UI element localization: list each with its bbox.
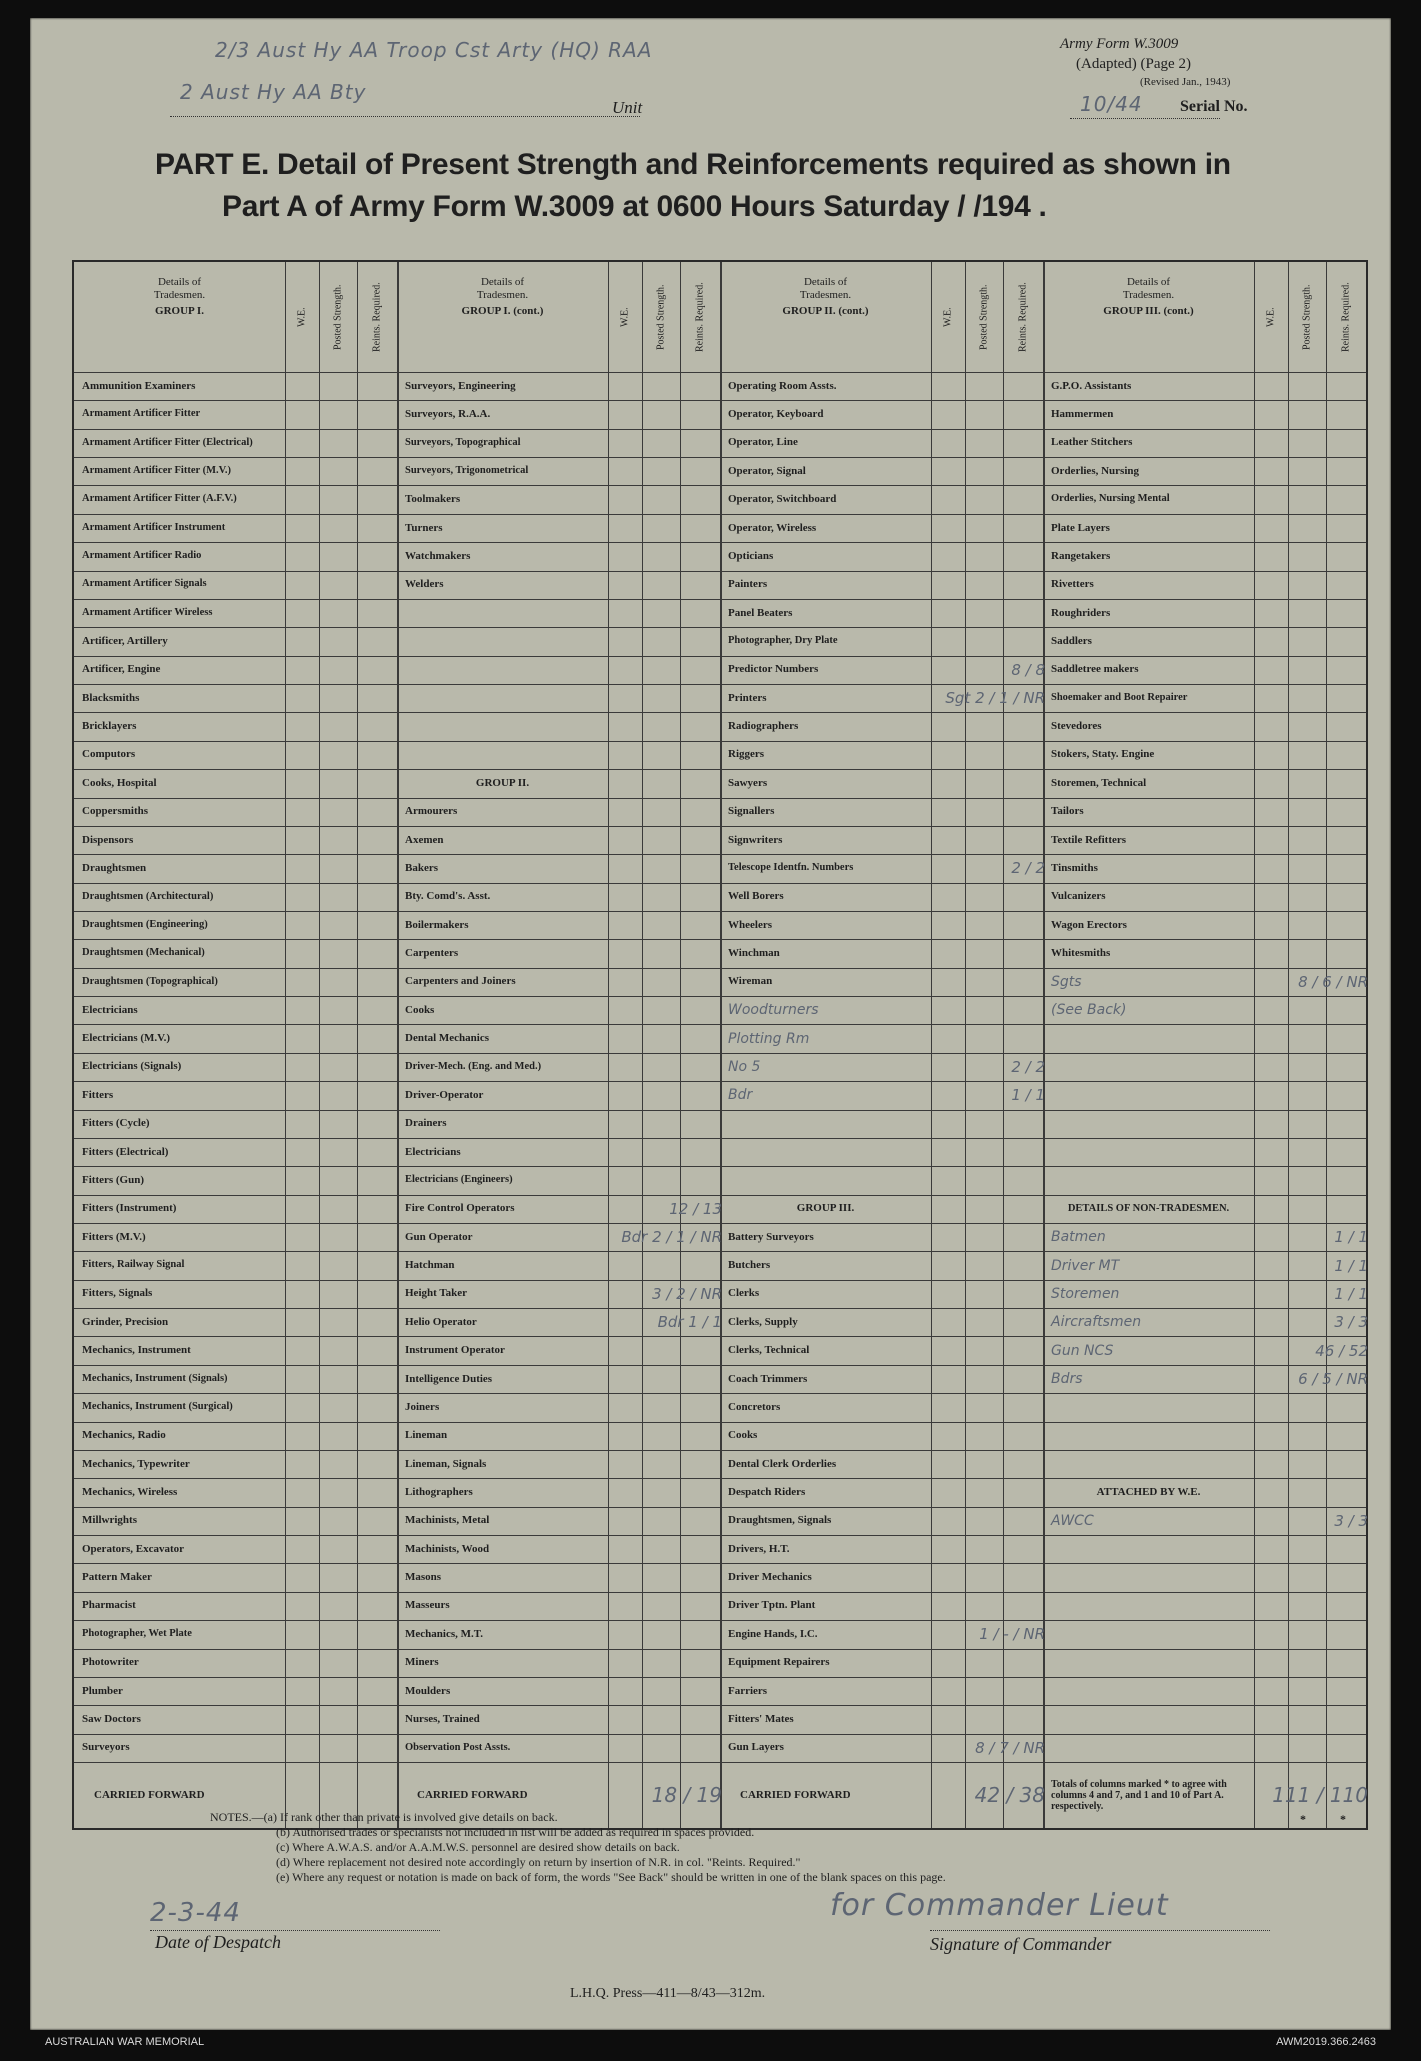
trade-label: Armament Artificer Instrument (82, 521, 226, 533)
unit-label: Unit (612, 98, 643, 117)
note-a: NOTES.—(a) If rank other than private is involved give details on back. (210, 1810, 558, 1824)
handwritten-entry: 2 / 2 (1011, 859, 1045, 878)
group-heading: ATTACHED BY W.E. (1096, 1485, 1201, 1498)
table-column-rule (931, 262, 932, 1828)
trade-label: Drivers, H.T. (728, 1542, 790, 1555)
column-heading (401, 276, 604, 318)
trade-label: Pattern Maker (82, 1571, 152, 1584)
trade-label: Masons (405, 1571, 442, 1584)
trade-label: Driver Tptn. Plant (728, 1599, 816, 1612)
trade-label: Welders (405, 578, 444, 591)
trade-label: Hammermen (1051, 408, 1114, 421)
notes (210, 1810, 1310, 1885)
column-heading-line: Tradesmen. (153, 289, 206, 301)
trade-label: Blacksmiths (82, 691, 140, 704)
subcolumn-heading: W.E. (296, 307, 308, 327)
subcolumn-heading: Reints. Required. (1340, 282, 1352, 352)
trade-label: Shoemaker and Boot Repairer (1051, 691, 1188, 703)
trade-label: Mechanics, Instrument (Surgical) (82, 1401, 233, 1413)
trade-label: Dental Mechanics (405, 1032, 490, 1045)
trade-label: Artificer, Artillery (82, 634, 168, 647)
signature-label: Signature of Commander (930, 1934, 1112, 1954)
despatch-date-handwriting: 2-3-44 (150, 1898, 241, 1928)
trade-label: Leather Stitchers (1051, 436, 1133, 449)
trade-label: Armourers (405, 805, 458, 818)
trade-label: Computors (82, 748, 136, 761)
handwritten-entry: 1 / 1 (1334, 1228, 1368, 1247)
trade-label: Tailors (1051, 805, 1084, 818)
trade-label: Lineman (405, 1429, 448, 1442)
table-column-rule (1254, 262, 1255, 1828)
trade-label: Operator, Line (728, 436, 798, 449)
subcolumn-heading: W.E. (1265, 307, 1277, 327)
trade-label: Operators, Excavator (82, 1542, 185, 1555)
trade-label: Draughtsmen, Signals (728, 1514, 832, 1527)
handwritten-entry: Sgt 2 / 1 / NR (945, 689, 1045, 708)
trade-label: Height Taker (405, 1287, 468, 1300)
trade-label: Photographer, Dry Plate (728, 635, 838, 647)
trade-label: Armament Artificer Fitter (82, 408, 201, 420)
serial-dotted-line (1070, 118, 1220, 119)
trade-label: Miners (405, 1656, 439, 1669)
serial-label: Serial No. (1180, 98, 1248, 115)
trade-label: Drainers (405, 1117, 447, 1130)
trade-label: Armament Artificer Fitter (M.V.) (82, 465, 231, 477)
trade-label: Saddlers (1051, 634, 1092, 647)
trade-label: Toolmakers (405, 493, 461, 506)
column-heading-group: GROUP III. (cont.) (1103, 305, 1194, 317)
trade-label: Draughtsmen (Architectural) (82, 890, 214, 902)
trade-label: Plumber (82, 1684, 123, 1697)
table-column-rule (642, 262, 643, 1828)
trade-label: Sgts (1051, 973, 1082, 990)
trade-label: Driver Mechanics (728, 1571, 812, 1584)
column-heading-line: Tradesmen. (1122, 289, 1175, 301)
table-column-rule (965, 262, 966, 1828)
trade-label: Joiners (405, 1400, 440, 1413)
trade-label: Painters (728, 578, 768, 591)
handwritten-entry: 3 / 3 (1334, 1313, 1368, 1332)
trade-label: Roughriders (1051, 606, 1111, 619)
trade-label: Printers (728, 691, 767, 704)
table-column-rule (285, 262, 286, 1828)
unit-handwriting-line2: 2 Aust Hy AA Bty (180, 80, 367, 104)
trade-label: Plotting Rm (728, 1030, 810, 1047)
trade-label: Armament Artificer Wireless (82, 606, 213, 618)
trade-label: Signwriters (728, 833, 783, 846)
trade-label: Panel Beaters (728, 606, 793, 619)
trade-label: Operator, Keyboard (728, 408, 824, 421)
trade-label: Carpenters and Joiners (405, 975, 516, 988)
trade-label: Fitters (Instrument) (82, 1202, 177, 1215)
trade-label: Signallers (728, 805, 775, 818)
handwritten-entry: 3 / 2 / NR (652, 1284, 722, 1303)
handwritten-entry: 12 / 13 (669, 1199, 722, 1218)
trade-label: Electricians (M.V.) (82, 1032, 171, 1045)
trade-label: Instrument Operator (405, 1344, 505, 1357)
subcolumn-heading: W.E. (942, 307, 954, 327)
trade-label: Helio Operator (405, 1315, 477, 1328)
trade-label: Turners (405, 521, 443, 534)
trade-label: Farriers (728, 1684, 768, 1697)
group-heading: GROUP III. (796, 1202, 855, 1215)
column-heading-line: Tradesmen. (799, 289, 852, 301)
trade-label: Watchmakers (405, 549, 471, 562)
trade-label: Mechanics, Typewriter (82, 1457, 190, 1470)
note-d: (d) Where replacement not desired note accordingly on return by insertion of N.R. in col. "Reints. Required." (276, 1855, 801, 1869)
table-column-rule (1003, 262, 1004, 1828)
trade-label: Fitters (Cycle) (82, 1117, 150, 1130)
trade-label: Driver-Operator (405, 1088, 484, 1101)
trade-label: Electricians (Engineers) (405, 1174, 513, 1186)
subcolumn-heading: Posted Strength. (1301, 284, 1313, 350)
subcolumn-heading: Reints. Required. (694, 282, 706, 352)
note-e: (e) Where any request or notation is made on back of form, the words "See Back" should be written in one of the blank spaces on this page. (276, 1870, 946, 1884)
trade-label: Fitters' Mates (728, 1712, 794, 1725)
trade-label: Observation Post Assts. (405, 1741, 511, 1753)
subcolumn-heading: W.E. (619, 307, 631, 327)
total-marker: * (1340, 1812, 1346, 1826)
trade-label: Bricklayers (82, 720, 137, 733)
trade-label: Fitters (82, 1088, 114, 1101)
carried-forward-label: CARRIED FORWARD (417, 1788, 528, 1801)
column-heading-line: Details of (803, 276, 848, 288)
trade-label: Fire Control Operators (405, 1202, 515, 1215)
column-heading-line: Details of (1126, 276, 1171, 288)
trade-label: Surveyors, Topographical (405, 436, 521, 448)
trade-label: Plate Layers (1051, 521, 1110, 534)
trade-label: Cooks, Hospital (82, 776, 157, 789)
page-title-line1: PART E. Detail of Present Strength and Reinforcements required as shown in (155, 148, 1231, 181)
table-column-rule (1326, 262, 1327, 1828)
trade-label: Lithographers (405, 1485, 473, 1498)
trade-label: Carpenters (405, 947, 459, 960)
table-column-rule (680, 262, 681, 1828)
carried-forward-label: Totals of columns marked * to agree with columns 4 and 7, and 1 and 10 of Part A. respectively. (1051, 1778, 1227, 1812)
trade-label: Artificer, Engine (82, 663, 161, 676)
trade-label: Machinists, Wood (405, 1542, 490, 1555)
note-c: (c) Where A.W.A.S. and/or A.A.M.W.S. personnel are desired show details on back. (276, 1840, 680, 1854)
column-heading (78, 276, 281, 318)
handwritten-entry: 111 / 110 (1272, 1783, 1368, 1807)
trade-label: Rangetakers (1051, 549, 1111, 562)
trade-label: Millwrights (82, 1514, 137, 1527)
table-column-rule (1288, 262, 1289, 1828)
trade-label: Riggers (728, 748, 765, 761)
unit-dotted-line (170, 116, 640, 118)
table-column-rule (319, 262, 320, 1828)
trade-label: (See Back) (1051, 1002, 1127, 1019)
trade-label: Woodturners (728, 1002, 819, 1019)
column-heading (724, 276, 927, 318)
handwritten-entry: 6 / 5 / NR (1298, 1370, 1368, 1389)
table-column-rule (357, 262, 358, 1828)
trade-label: Sawyers (728, 776, 768, 789)
trade-label: Predictor Numbers (728, 663, 819, 676)
table-column-rule (1043, 262, 1045, 1828)
trade-label: Telescope Identfn. Numbers (728, 862, 854, 874)
page-title-line2: Part A of Army Form W.3009 at 0600 Hours Saturday / /194 . (222, 190, 1047, 223)
trade-label: Concretors (728, 1400, 781, 1413)
subcolumn-heading: Reints. Required. (1017, 282, 1029, 352)
trade-label: Clerks, Technical (728, 1344, 810, 1357)
trade-label: Whitesmiths (1051, 947, 1111, 960)
handwritten-entry: 1 / 1 (1334, 1284, 1368, 1303)
trade-label: Operating Room Assts. (728, 379, 837, 392)
strength-table (72, 260, 1368, 1830)
trade-label: Gun NCS (1051, 1342, 1114, 1359)
trade-label: Operator, Switchboard (728, 493, 837, 506)
trade-label: Electricians (405, 1145, 461, 1158)
trade-label: Hatchman (405, 1259, 455, 1272)
archive-credit: AUSTRALIAN WAR MEMORIAL (45, 2036, 205, 2048)
handwritten-entry: 1 / - / NR (979, 1625, 1045, 1644)
trade-label: Mechanics, M.T. (405, 1627, 484, 1640)
trade-label: Surveyors, R.A.A. (405, 408, 491, 421)
column-heading-group: GROUP I. (155, 305, 204, 317)
trade-label: No 5 (728, 1058, 761, 1075)
trade-label: Driver-Mech. (Eng. and Med.) (405, 1060, 542, 1072)
trade-label: Draughtsmen (Mechanical) (82, 947, 205, 959)
trade-label: Pharmacist (82, 1599, 136, 1612)
handwritten-entry: 18 / 19 (651, 1783, 722, 1807)
trade-label: Electricians (Signals) (82, 1060, 182, 1073)
total-marker: * (1300, 1812, 1306, 1826)
trade-label: Despatch Riders (728, 1485, 806, 1498)
trade-label: Driver MT (1051, 1257, 1120, 1274)
handwritten-entry: 1 / 1 (1011, 1086, 1045, 1105)
trade-label: Fitters (M.V.) (82, 1230, 146, 1243)
form-sheet (30, 18, 1391, 2048)
trade-label: Clerks (728, 1287, 760, 1300)
trade-label: Draughtsmen (82, 861, 147, 874)
table-column-rule (720, 262, 722, 1828)
trade-label: Surveyors, Engineering (405, 379, 516, 392)
archive-id: AWM2019.366.2463 (1276, 2036, 1376, 2048)
table-column-rule (608, 262, 609, 1828)
trade-label: Bty. Comd's. Asst. (405, 890, 491, 903)
trade-label: Mechanics, Instrument (Signals) (82, 1372, 228, 1384)
handwritten-entry: Bdr 1 / 1 (657, 1313, 722, 1332)
trade-label: Machinists, Metal (405, 1514, 490, 1527)
trade-label: Wagon Erectors (1051, 918, 1127, 931)
trade-label: Tinsmiths (1051, 861, 1098, 874)
trade-label: Cooks (405, 1003, 435, 1016)
commander-signature: for Commander Lieut (830, 1888, 1169, 1923)
trade-label: Rivetters (1051, 578, 1094, 591)
trade-label: Cooks (728, 1429, 758, 1442)
trade-label: Textile Refitters (1051, 833, 1127, 846)
signature-line (930, 1930, 1270, 1931)
trade-label: Photowriter (82, 1656, 139, 1669)
trade-label: Orderlies, Nursing (1051, 464, 1139, 477)
trade-label: Lineman, Signals (405, 1457, 487, 1470)
trade-label: Stevedores (1051, 720, 1102, 733)
trade-label: Gun Operator (405, 1230, 473, 1243)
column-heading-line: Tradesmen. (476, 289, 529, 301)
despatch-label: Date of Despatch (155, 1932, 281, 1952)
trade-label: Fitters, Railway Signal (82, 1259, 185, 1271)
trade-label: Stokers, Staty. Engine (1051, 748, 1155, 761)
trade-label: AWCC (1051, 1512, 1094, 1529)
trade-label: Bakers (405, 861, 438, 874)
form-adapted: (Adapted) (Page 2) (1076, 56, 1191, 72)
trade-label: Coppersmiths (82, 805, 149, 818)
carried-forward-label: CARRIED FORWARD (94, 1788, 205, 1801)
form-revised: (Revised Jan., 1943) (1140, 76, 1231, 88)
trade-label: Gun Layers (728, 1741, 784, 1754)
trade-label: Fitters (Electrical) (82, 1145, 169, 1158)
trade-label: Bdr (728, 1087, 753, 1104)
trade-label: Aircraftsmen (1051, 1314, 1142, 1331)
handwritten-entry: 1 / 1 (1334, 1256, 1368, 1275)
trade-label: Operator, Signal (728, 464, 806, 477)
handwritten-entry: 2 / 2 (1011, 1057, 1045, 1076)
trade-label: Storemen, Technical (1051, 776, 1147, 789)
handwritten-entry: 42 / 38 (974, 1783, 1045, 1807)
unit-handwriting-line1: 2/3 Aust Hy AA Troop Cst Arty (HQ) RAA (215, 38, 653, 62)
trade-label: Engine Hands, I.C. (728, 1627, 818, 1640)
despatch-line (150, 1930, 440, 1931)
group-heading: DETAILS OF NON-TRADESMEN. (1067, 1202, 1230, 1214)
trade-label: Battery Surveyors (728, 1230, 814, 1243)
handwritten-entry: 8 / 7 / NR (975, 1738, 1045, 1757)
column-heading-line: Details of (480, 276, 525, 288)
trade-label: Draughtsmen (Engineering) (82, 918, 208, 930)
form-number: Army Form W.3009 (1060, 36, 1179, 52)
trade-label: Boilermakers (405, 918, 469, 931)
trade-label: Vulcanizers (1051, 890, 1106, 903)
trade-label: Fitters, Signals (82, 1287, 153, 1300)
trade-label: Equipment Repairers (728, 1656, 830, 1669)
trade-label: Saw Doctors (82, 1712, 141, 1725)
column-heading-group: GROUP II. (cont.) (782, 305, 869, 317)
table-column-rule (397, 262, 399, 1828)
trade-label: Nurses, Trained (405, 1712, 480, 1725)
trade-label: G.P.O. Assistants (1051, 379, 1132, 392)
trade-label: Saddletree makers (1051, 663, 1139, 676)
trade-label: Mechanics, Instrument (82, 1344, 191, 1357)
group-heading: GROUP II. (475, 776, 530, 789)
trade-label: Coach Trimmers (728, 1372, 808, 1385)
carried-forward-label: CARRIED FORWARD (740, 1788, 851, 1801)
trade-label: Operator, Wireless (728, 521, 817, 534)
handwritten-entry: 8 / 6 / NR (1298, 972, 1368, 991)
press-imprint: L.H.Q. Press—411—8/43—312m. (570, 1986, 766, 2001)
handwritten-entry: Bdr 2 / 1 / NR (621, 1228, 722, 1247)
trade-label: Opticians (728, 549, 774, 562)
column-heading-line: Details of (157, 276, 202, 288)
trade-label: Dental Clerk Orderlies (728, 1457, 837, 1470)
trade-label: Batmen (1051, 1229, 1106, 1246)
column-heading-group: GROUP I. (cont.) (461, 305, 544, 317)
trade-label: Well Borers (728, 890, 784, 903)
trade-label: Armament Artificer Signals (82, 578, 207, 590)
trade-label: Fitters (Gun) (82, 1173, 145, 1186)
trade-label: Surveyors, Trigonometrical (405, 465, 529, 477)
trade-label: Armament Artificer Fitter (Electrical) (82, 436, 253, 448)
trade-label: Butchers (728, 1259, 771, 1272)
trade-label: Armament Artificer Fitter (A.F.V.) (82, 493, 237, 505)
trade-label: Masseurs (405, 1599, 450, 1612)
trade-label: Intelligence Duties (405, 1372, 493, 1385)
trade-label: Wireman (728, 975, 773, 988)
trade-label: Axemen (405, 833, 444, 846)
column-heading (1047, 276, 1250, 318)
trade-label: Mechanics, Radio (82, 1429, 166, 1442)
trade-label: Moulders (405, 1684, 451, 1697)
trade-label: Grinder, Precision (82, 1315, 169, 1328)
trade-label: Surveyors (82, 1741, 130, 1754)
note-b: (b) Authorised trades or specialists not included in list will be added as required in spaces provided. (276, 1825, 755, 1839)
subcolumn-heading: Reints. Required. (371, 282, 383, 352)
trade-label: Storemen (1051, 1285, 1120, 1302)
trade-label: Orderlies, Nursing Mental (1051, 493, 1170, 505)
subcolumn-heading: Posted Strength. (332, 284, 344, 350)
trade-label: Dispensors (82, 833, 134, 846)
trade-label: Mechanics, Wireless (82, 1485, 178, 1498)
serial-handwriting: 10/44 (1080, 92, 1143, 116)
subcolumn-heading: Posted Strength. (978, 284, 990, 350)
handwritten-entry: 46 / 52 (1315, 1341, 1368, 1360)
trade-label: Electricians (82, 1003, 138, 1016)
trade-label: Winchman (728, 947, 780, 960)
trade-label: Armament Artificer Radio (82, 550, 202, 562)
trade-label: Radiographers (728, 720, 799, 733)
trade-label: Photographer, Wet Plate (82, 1628, 192, 1640)
trade-label: Wheelers (728, 918, 772, 931)
subcolumn-heading: Posted Strength. (655, 284, 667, 350)
trade-label: Bdrs (1051, 1371, 1083, 1388)
handwritten-entry: 8 / 8 (1011, 660, 1045, 679)
trade-label: Draughtsmen (Topographical) (82, 975, 218, 987)
trade-label: Clerks, Supply (728, 1315, 798, 1328)
trade-label: Ammunition Examiners (82, 379, 196, 392)
handwritten-entry: 3 / 3 (1334, 1511, 1368, 1530)
